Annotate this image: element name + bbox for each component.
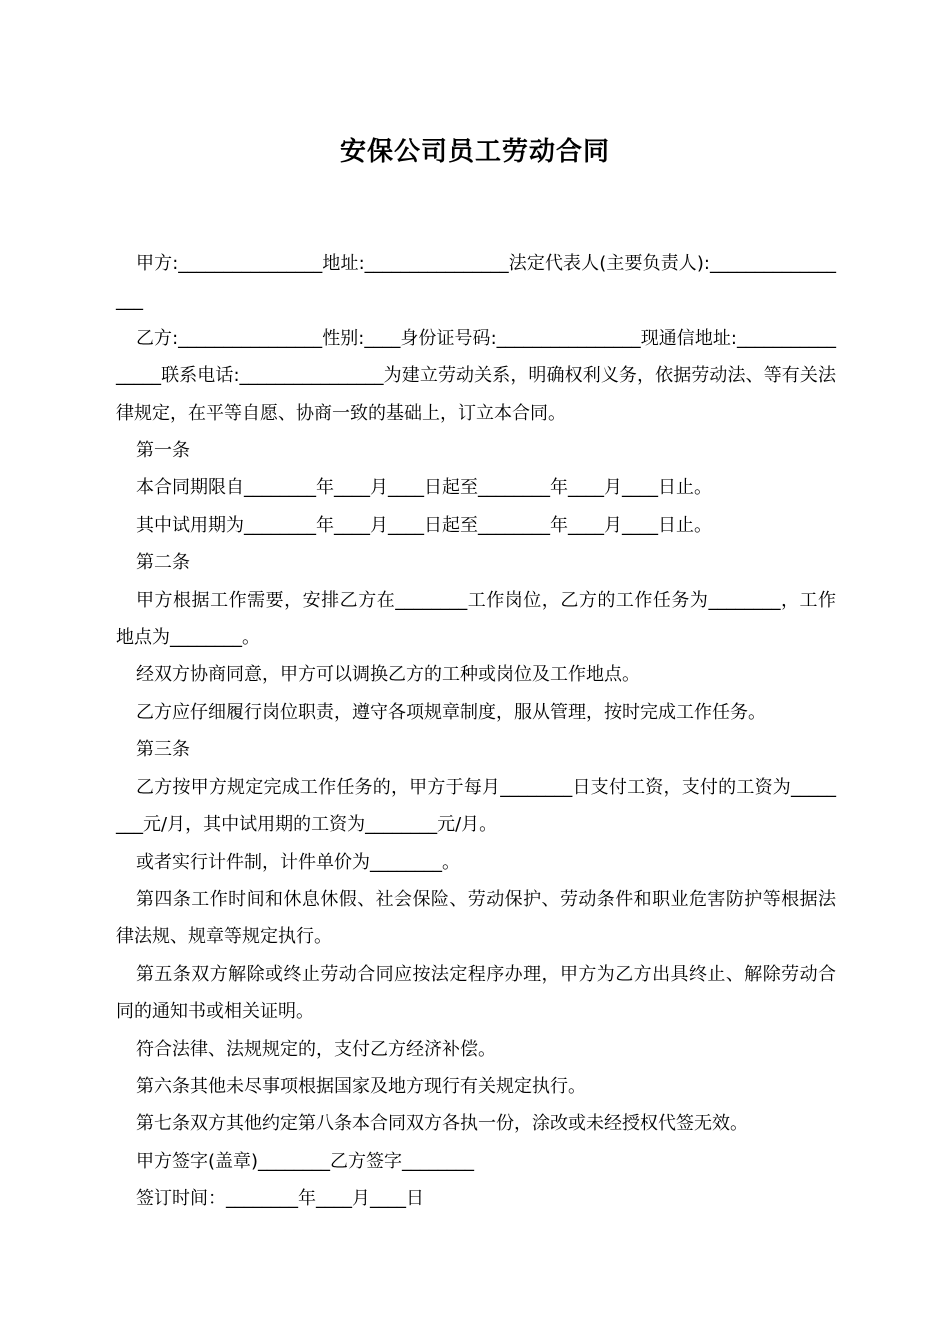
job-change: 经双方协商同意，甲方可以调换乙方的工种或岗位及工作地点。 [136, 664, 640, 686]
compensation: 符合法律、法规规定的，支付乙方经济补偿。 [136, 1038, 496, 1060]
piece-rate: 或者实行计件制，计件单价为________。 [136, 851, 460, 873]
party-b-info: 乙方:________________性别:____身份证号码:________________现通信地址:________________联系电话:________________为建立劳动关系，明确权利义务，依据劳动法、等有关法律规定，在平等自愿、协商一致的基础上，订立本合同。 [116, 327, 836, 424]
signature-line: 甲方签字(盖章)________乙方签字________ [136, 1150, 475, 1172]
salary-terms: 乙方按甲方规定完成工作任务的，甲方于每月________日支付工资，支付的工资为________元/月，其中试用期的工资为________元/月。 [116, 776, 836, 836]
document-title: 安保公司员工劳动合同 [339, 137, 610, 167]
article-6: 第六条其他未尽事项根据国家及地方现行有关规定执行。 [136, 1075, 586, 1097]
job-duty: 乙方应仔细履行岗位职责，遵守各项规章制度，服从管理，按时完成工作任务。 [136, 701, 766, 723]
article-5: 第五条双方解除或终止劳动合同应按法定程序办理，甲方为乙方出具终止、解除劳动合同的通知书或相关证明。 [116, 963, 836, 1023]
article-4: 第四条工作时间和休息休假、社会保险、劳动保护、劳动条件和职业危害防护等根据法律法规、规章等规定执行。 [116, 888, 836, 948]
article-2-heading: 第二条 [136, 552, 190, 574]
contract-term: 本合同期限自________年____月____日起至________年____月____日止。 [136, 477, 712, 499]
article-3-heading: 第三条 [136, 739, 190, 761]
article-7-8: 第七条双方其他约定第八条本合同双方各执一份，涂改或未经授权代签无效。 [136, 1113, 748, 1135]
job-position: 甲方根据工作需要，安排乙方在________工作岗位，乙方的工作任务为________，工作地点为________。 [116, 589, 836, 649]
party-a-info: 甲方:________________地址:________________法定代表人(主要负责人):_________________ [116, 253, 836, 312]
contract-body [116, 245, 836, 1218]
article-1-heading: 第一条 [136, 440, 190, 462]
probation-term: 其中试用期为________年____月____日起至________年____月____日止。 [136, 514, 712, 536]
signing-date: 签订时间：________年____月____日 [136, 1188, 424, 1210]
